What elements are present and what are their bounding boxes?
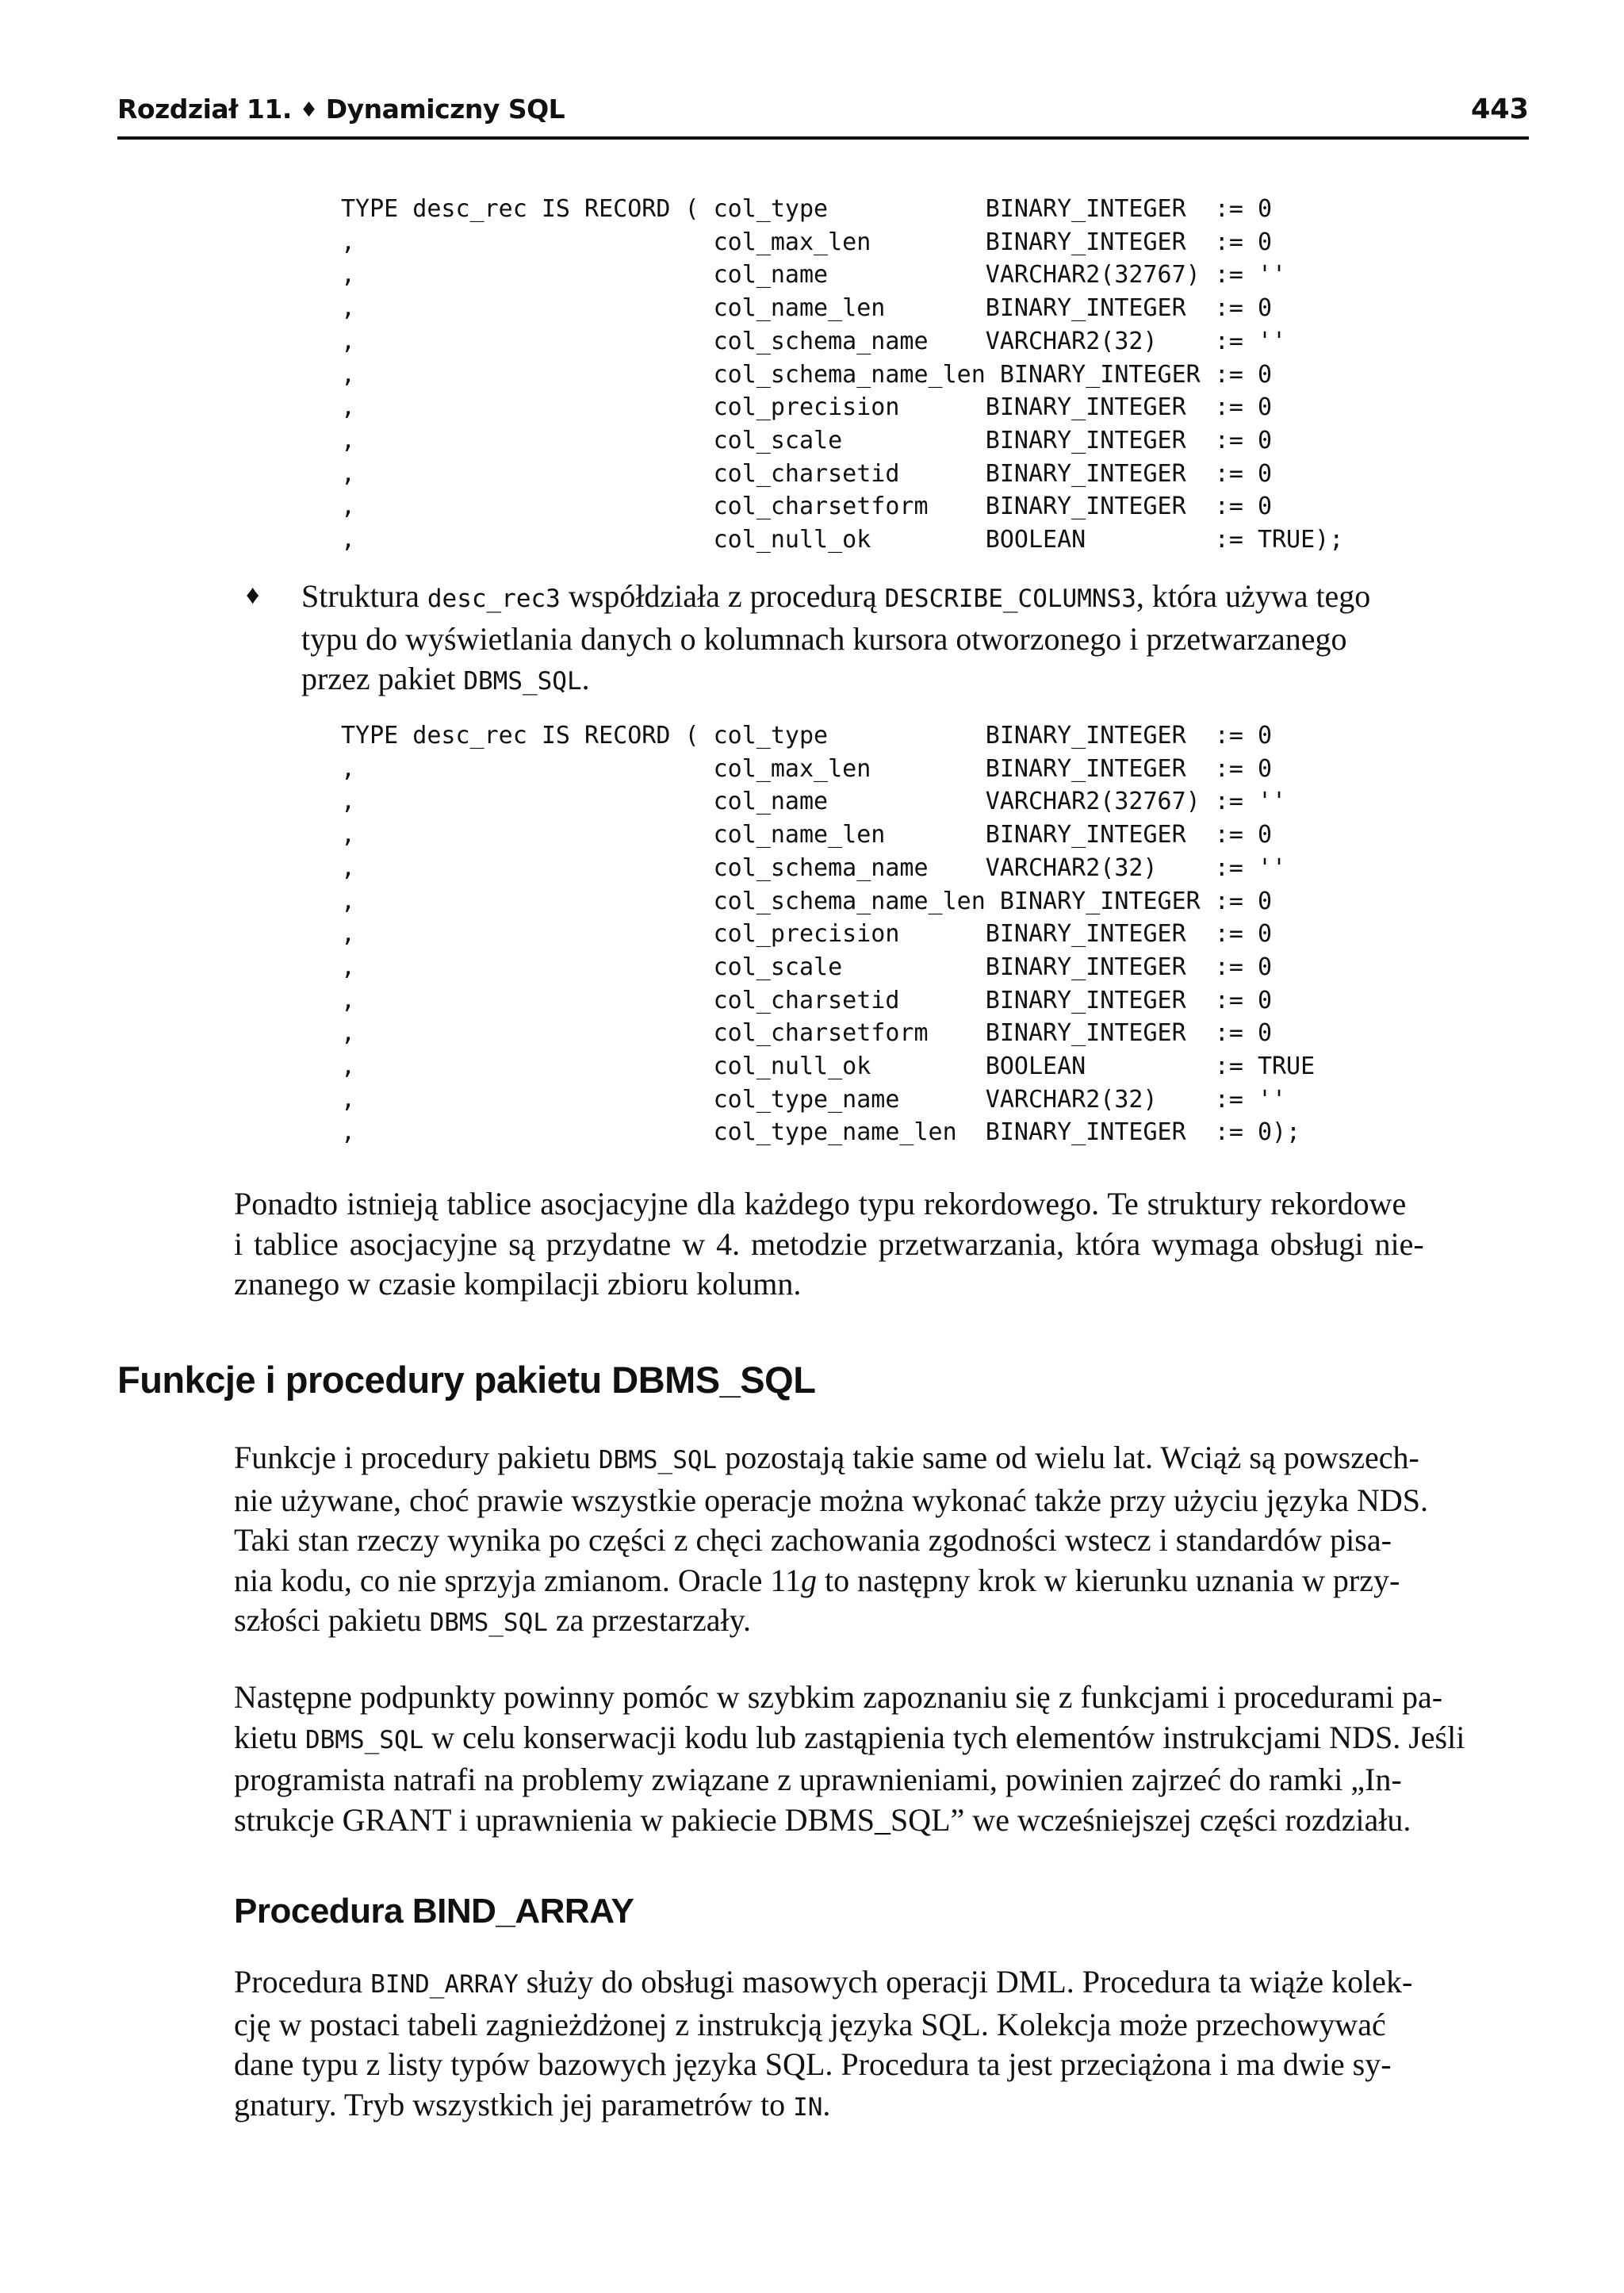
inline-code: DBMS_SQL xyxy=(598,1446,718,1474)
header-chapter xyxy=(117,94,565,125)
section-heading: Funkcje i procedury pakietu DBMS_SQL xyxy=(117,1359,816,1401)
code-line: TYPE desc_rec IS RECORD ( col_type BINARY_INTEGER := 0 xyxy=(341,722,1272,750)
code-line: , col_name VARCHAR2(32767) := '' xyxy=(341,788,1287,816)
text-line: Taki stan rzeczy wynika po części z chęci zachowania zgodności wstecz i standardów pisa- xyxy=(234,1522,1392,1558)
code-line: , col_precision BINARY_INTEGER := 0 xyxy=(341,920,1272,949)
inline-code: DBMS_SQL xyxy=(463,667,582,696)
code-line: , col_name_len BINARY_INTEGER := 0 xyxy=(341,821,1272,849)
code-line: , col_charsetid BINARY_INTEGER := 0 xyxy=(341,459,1272,488)
text-line: programista natrafi na problemy związane z uprawnieniami, powinien zajrzeć do ramki „In- xyxy=(234,1762,1402,1797)
text-line: znanego w czasie kompilacji zbioru kolumn. xyxy=(234,1266,802,1302)
text-run: szłości pakietu xyxy=(234,1602,430,1638)
paragraph xyxy=(234,1678,1530,1840)
text-line xyxy=(234,1438,1530,1481)
code-line: , col_null_ok BOOLEAN := TRUE xyxy=(341,1053,1316,1081)
text-run: nia kodu, co nie sprzyja zmianom. Oracle 11 xyxy=(234,1562,801,1598)
inline-code: DBMS_SQL xyxy=(304,1725,424,1754)
code-line: , col_type_name VARCHAR2(32) := '' xyxy=(341,1085,1287,1114)
text-run: . xyxy=(581,661,590,696)
code-block-2 xyxy=(341,719,1315,1149)
text-run: za przestarzały. xyxy=(547,1602,752,1638)
chapter-title: Dynamiczny SQL xyxy=(325,94,565,125)
bullet-text xyxy=(301,577,1451,702)
code-line: , col_charsetid BINARY_INTEGER := 0 xyxy=(341,986,1272,1014)
text-line xyxy=(234,1718,1530,1761)
code-line: TYPE desc_rec IS RECORD ( col_type BINARY_INTEGER := 0 xyxy=(341,195,1272,223)
text-run: . xyxy=(822,2086,831,2122)
code-line: , col_null_ok BOOLEAN := TRUE); xyxy=(341,526,1344,554)
inline-code: IN xyxy=(793,2092,823,2122)
text-run: Procedura xyxy=(234,1964,371,2000)
code-line: , col_scale BINARY_INTEGER := 0 xyxy=(341,426,1272,454)
text-run: Funkcje i procedury pakietu xyxy=(234,1440,599,1475)
paragraph xyxy=(234,1184,1530,1305)
code-line: , col_max_len BINARY_INTEGER := 0 xyxy=(341,228,1272,256)
text-line: typu do wyświetlania danych o kolumnach kursora otworzonego i przetwarzanego xyxy=(301,620,1347,657)
diamond-bullet-icon: ♦ xyxy=(246,581,260,610)
text-run: gnatury. Tryb wszystkich jej parametrów to xyxy=(234,2086,794,2122)
page-number: 443 xyxy=(1470,94,1529,125)
chapter-label: Rozdział 11. xyxy=(117,94,292,125)
italic-run: g xyxy=(800,1562,817,1598)
code-line: , col_name_len BINARY_INTEGER := 0 xyxy=(341,294,1272,323)
paragraph xyxy=(234,1438,1530,1643)
text-line xyxy=(301,577,1451,619)
text-line: dane typu z listy typów bazowych języka SQL. Procedura ta jest przeciążona i ma dwie sy- xyxy=(234,2046,1392,2082)
text-run: pozostają takie same od wielu lat. Wciąż są powszech- xyxy=(717,1440,1419,1475)
code-line: , col_schema_name_len BINARY_INTEGER := 0 xyxy=(341,887,1272,915)
text-run: współdziała z procedurą xyxy=(560,578,885,614)
paragraph xyxy=(234,1962,1530,2127)
text-run: służy do obsługi masowych operacji DML. Procedura ta wiąże kolek- xyxy=(518,1964,1413,2000)
text-line: nie używane, choć prawie wszystkie operacje można wykonać także przy użyciu języka NDS. xyxy=(234,1482,1429,1518)
text-line: Następne podpunkty powinny pomóc w szybkim zapoznaniu się z funkcjami i procedurami pa- xyxy=(234,1679,1443,1715)
inline-code: DBMS_SQL xyxy=(429,1609,548,1637)
text-line xyxy=(234,1962,1530,2005)
text-run: to następny krok w kierunku uznania w przy- xyxy=(816,1562,1400,1598)
code-line: , col_max_len BINARY_INTEGER := 0 xyxy=(341,754,1272,783)
code-line: , col_precision BINARY_INTEGER := 0 xyxy=(341,393,1272,422)
text-run: przez pakiet xyxy=(301,661,464,696)
text-line: strukcje GRANT i uprawnienia w pakiecie DBMS_SQL” we wcześniejszej części rozdziału. xyxy=(234,1801,1411,1838)
code-line: , col_schema_name VARCHAR2(32) := '' xyxy=(341,853,1287,882)
text-run: w celu konserwacji kodu lub zastąpienia tych elementów instrukcjami NDS. Jeśli xyxy=(423,1719,1465,1755)
code-block-1 xyxy=(341,193,1343,557)
code-line: , col_type_name_len BINARY_INTEGER := 0); xyxy=(341,1118,1301,1147)
code-line: , col_charsetform BINARY_INTEGER := 0 xyxy=(341,493,1272,521)
text-line: i tablice asocjacyjne są przydatne w 4. metodzie przetwarzania, która wymaga obsługi nie- xyxy=(234,1225,1424,1262)
text-line xyxy=(234,2085,1530,2128)
inline-code: DESCRIBE_COLUMNS3 xyxy=(884,585,1136,613)
text-line xyxy=(234,1601,1530,1643)
text-run: kietu xyxy=(234,1719,305,1755)
code-line: , col_scale BINARY_INTEGER := 0 xyxy=(341,953,1272,981)
inline-code: desc_rec3 xyxy=(427,585,561,613)
text-line xyxy=(234,1561,1530,1601)
subsection-heading: Procedura BIND_ARRAY xyxy=(234,1892,634,1931)
text-line xyxy=(301,659,1451,702)
text-run: Struktura xyxy=(301,578,427,614)
diamond-icon: ♦ xyxy=(299,98,318,122)
running-header xyxy=(117,89,1529,140)
code-line: , col_charsetform BINARY_INTEGER := 0 xyxy=(341,1019,1272,1048)
inline-code: BIND_ARRAY xyxy=(370,1970,519,1999)
code-line: , col_schema_name_len BINARY_INTEGER := 0 xyxy=(341,360,1272,389)
text-line: cję w postaci tabeli zagnieżdżonej z instrukcją języka SQL. Kolekcja może przechowywać xyxy=(234,2006,1386,2042)
code-line: , col_name VARCHAR2(32767) := '' xyxy=(341,261,1287,290)
code-line: , col_schema_name VARCHAR2(32) := '' xyxy=(341,327,1287,355)
text-line: Ponadto istnieją tablice asocjacyjne dla każdego typu rekordowego. Te struktury rekordowe xyxy=(234,1186,1407,1221)
text-run: , która używa tego xyxy=(1136,578,1371,614)
